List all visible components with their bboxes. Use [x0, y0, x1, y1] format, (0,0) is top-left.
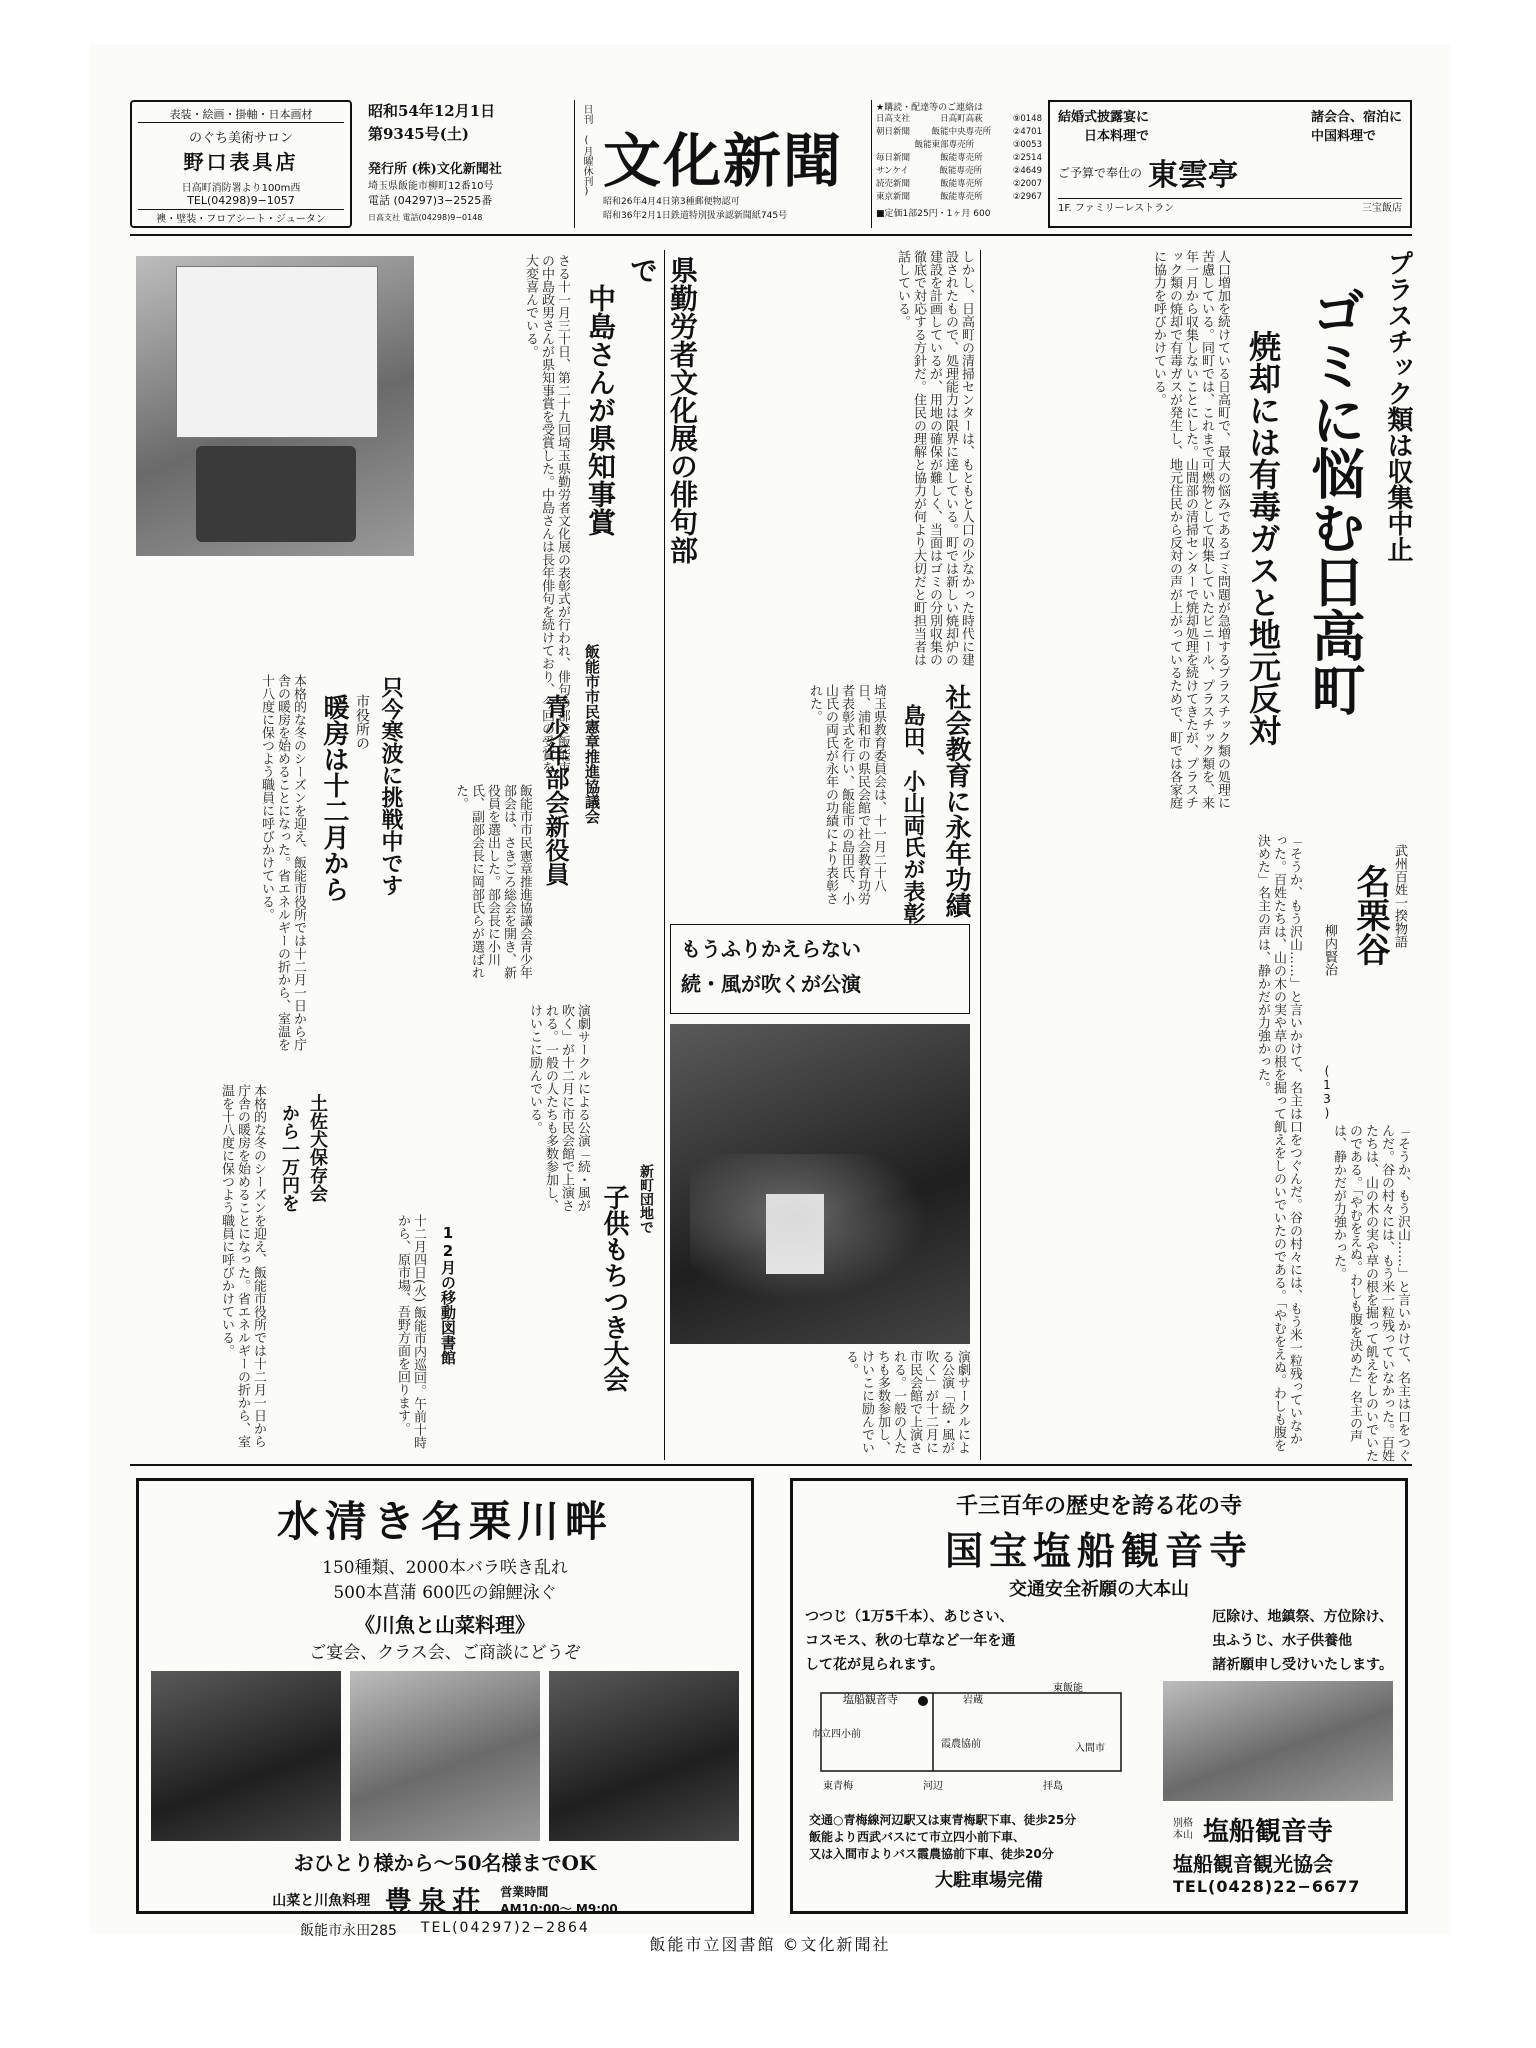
idobunko-headline: 12月の移動図書館: [439, 1224, 457, 1365]
distribution-name: サンケイ: [876, 166, 909, 176]
shiofune-flowers-3: して花が見られます。: [805, 1657, 944, 1673]
masthead-rule: [130, 234, 1412, 236]
distribution-row: [876, 191, 1042, 204]
distribution-row: [876, 126, 1042, 139]
map-label-7: 拝島: [1043, 1781, 1063, 1792]
map-label-0: 市立四小前: [813, 1729, 861, 1740]
housensou-photo-1: [151, 1671, 341, 1841]
serial-series: 武州百姓一揆物語: [1392, 844, 1407, 948]
shakai-headline: 社会教育に永年功績: [941, 684, 971, 918]
serial-body-cont: 「そうか、もう沢山……」と言いかけて、名主は口をつぐんだ。谷の村々には、もう米一粒残っていなかった。百姓たちは、山の木の実や草の根を掘って飢えをしのいでいたのである。「やむをえぬ。わしも腹を決めた」名主の声は、静かだが力強かった。: [1331, 1124, 1410, 1462]
map-label-2: 東飯能: [1053, 1683, 1083, 1694]
distribution-area: 日高町高萩: [940, 114, 983, 124]
seishonen-headline: 青少年部会新役員: [541, 694, 570, 886]
mochi-kicker: 新町団地で: [638, 1164, 654, 1234]
center-article-body: しかし、日高町の清掃センターは、もともと人口の少なかった時代に建設されたもので、処理能力は限界に達している。町では新しい焼却炉の建設を計画しているが、用地の確保が難しく、当面はゴミの分別収集の徹底で対応する方針だ。住民の理解と協力が何より大切だと町担当者は話している。: [895, 250, 974, 666]
serial-number: (13): [1320, 1064, 1334, 1120]
mochi-headline: 子供もちつき大会: [599, 1184, 629, 1392]
publisher-phone: 電話 (04297)3−2525番: [368, 194, 493, 207]
housensou-line4: ご宴会、クラス会、ご商談にどうぞ: [309, 1643, 581, 1663]
masthead-subtitle: 日刊 (月曜休刊): [581, 104, 592, 197]
distribution-list: [876, 113, 1042, 204]
ad-touuntei-name: 東雲亭: [1148, 158, 1239, 193]
distribution-tel: ⑨0148: [1012, 114, 1042, 124]
award-photo: [136, 256, 414, 556]
ad-noguchi: [130, 100, 352, 228]
kenkin-body: さる十一月三十日、第二十九回埼玉県勤労者文化展の表彰式が行われ、俳句の部で飯能市の中島政男さんが県知事賞を受賞した。中島さんは長年俳句を続けており、今回の受賞を大変喜んでいる。: [523, 254, 570, 774]
branch-phone: 日高支社 電話(04298)9−0148: [368, 213, 483, 222]
kenkin-headline: 県勤労者文化展の俳句部で: [626, 256, 699, 564]
housensou-photo-3: [549, 1671, 739, 1841]
award-certificate: [176, 266, 378, 438]
distribution-header: ★購読・配達等のご連絡は: [876, 103, 984, 113]
mochi-body: 演劇サークルによる公演「続・風が吹く」が十二月に市民会館で上演される。一般の人たちも多数参加し、けいこに励んでいる。: [527, 1004, 590, 1212]
distribution-name: 朝日新聞: [876, 127, 911, 137]
main-subhead: 焼却には有毒ガスと地元反対: [1244, 330, 1282, 746]
distribution-row: [876, 139, 1042, 152]
ad-shiofune: [790, 1478, 1408, 1914]
ad-touuntei-footer1: 1F. ファミリーレストラン: [1058, 203, 1175, 214]
column-rule-1: [980, 250, 981, 1460]
distribution-name: 読売新聞: [876, 179, 911, 189]
distribution-row: [876, 165, 1042, 178]
ad-noguchi-line3: 日高町消防署より100m西: [181, 183, 301, 194]
price: ■定価1部25円・1ヶ月 600: [876, 209, 991, 219]
shakai-body: 埼玉県教育委員会は、十一月二十八日、浦和市の県民会館で社会教育功労者表彰式を行い、飯能市の島田氏、小山氏の両氏が永年の功績により表彰された。: [807, 684, 886, 905]
masthead-title-block: [574, 100, 872, 228]
shiofune-prayers-2: 虫ふうじ、水子供養他: [1212, 1633, 1353, 1649]
seishonen-subhead: 飯能市市民憲章推進協議会: [583, 644, 601, 824]
tosa-sub: から一万円を: [279, 1104, 300, 1212]
serial-author: 柳内賢治: [1322, 924, 1337, 976]
shiofune-tel: TEL(0428)22−6677: [1173, 1877, 1361, 1896]
shiofune-name: 塩船観音寺: [1203, 1817, 1334, 1847]
ad-touuntei-line1a: 結婚式披露宴に: [1058, 110, 1150, 125]
masthead-info: [368, 100, 568, 228]
shiofune-assoc: 塩船観音観光協会: [1173, 1852, 1333, 1876]
housensou-line3: 《川魚と山菜料理》: [355, 1613, 535, 1637]
distribution-tel: ②2007: [1012, 179, 1042, 189]
danbo-headline: 暖房は十二月から: [319, 694, 349, 902]
ad-noguchi-name: 野口表具店: [183, 150, 299, 174]
masthead-title: 文化新聞: [603, 127, 844, 195]
distribution-tel: ②4649: [1012, 166, 1042, 176]
map-label-6: 河辺: [923, 1781, 943, 1792]
danbo-kicker: 只今寒波に挑戦中です: [378, 676, 404, 896]
main-article-body: 人口増加を続けている日高町で、最大の悩みであるゴミ問題が急増するプラスチック類の処理に苦慮している。同町では、これまで可燃物として収集していたビニール、プラスチック類を、来年一月から収集しないことにした。山間部の清掃センターで焼却処理を続けてきたが、プラスチック類の焼却で有毒ガスが発生し、地元住民から反対の声が上がっているためで、町では各家庭に協力を呼びかけている。: [1151, 250, 1230, 809]
shakai-subhead: 島田、小山両氏が表彰: [900, 704, 926, 924]
publisher: 発行所 (株)文化新聞社: [368, 162, 502, 177]
distribution-block: [876, 100, 1042, 228]
ad-touuntei: [1048, 100, 1412, 228]
distribution-area: 飯能専売所: [939, 166, 983, 176]
shiofune-headline-3: 交通安全祈願の大本山: [1009, 1579, 1189, 1600]
event-body: 演劇サークルによる公演「続・風が吹く」が十二月に市民会館で上演される。一般の人たちも多数参加し、けいこに励んでいる。: [843, 1350, 970, 1454]
distribution-name: 東京新聞: [876, 192, 911, 202]
shiofune-headline-2: 国宝塩船観音寺: [944, 1528, 1253, 1573]
ad-noguchi-line2: のぐち美術サロン: [188, 131, 293, 146]
housensou-hours: AM10:00〜 M9:00: [500, 1902, 618, 1916]
map-label-5: 東青梅: [823, 1781, 853, 1792]
license-2: 昭和36年2月1日鉄道特別扱承認新聞紙745号: [603, 211, 788, 221]
ad-touuntei-footer2: 三宝飯店: [1362, 203, 1402, 214]
distribution-tel: ②2967: [1012, 192, 1042, 202]
distribution-tel: ②4701: [1012, 127, 1042, 137]
event-photo-people: [690, 1154, 950, 1314]
danbo-sub: 市役所の: [354, 694, 370, 750]
shiofune-access-2: 飯能より西武バスにて市立四小前下車、: [809, 1830, 1026, 1844]
shiofune-headline-1: 千三百年の歴史を誇る花の寺: [955, 1493, 1242, 1519]
danbo-body: 本格的な冬のシーズンを迎え、飯能市役所では十二月一日から庁舎の暖房を始めることになった。省エネルギーの折から、室温を十八度に保つよう職員に呼びかけている。: [259, 674, 306, 1051]
shiofune-flowers-2: コスモス、秋の七草など一年を通: [805, 1633, 1016, 1649]
ad-touuntei-line1b: 日本料理で: [1084, 129, 1150, 144]
distribution-area: 飯能専売所: [940, 192, 983, 202]
housensou-category: 山菜と川魚料理: [272, 1893, 371, 1909]
bottom-content-rule: [130, 1464, 1412, 1466]
serial-body: 「そうか、もう沢山……」と言いかけて、名主は口をつぐんだ。谷の村々には、もう米一粒残っていなかった。百姓たちは、山の木の実や草の根を掘って飢えをしのいでいたのである。「やむをえぬ。わしも腹を決めた」名主の声は、静かだが力強かった。: [1255, 834, 1302, 1452]
shiofune-access-1: 交通○青梅線河辺駅又は東青梅駅下車、徒歩25分: [809, 1813, 1077, 1827]
distribution-name: 毎日新聞: [876, 153, 911, 163]
housensou-tel: TEL(04297)2−2864: [420, 1920, 590, 1936]
ad-housensou: [136, 1478, 754, 1939]
award-medal: [196, 446, 356, 542]
shiofune-photo: [1163, 1681, 1393, 1801]
ad-touuntei-slogan: ご予算で奉仕の: [1058, 165, 1143, 180]
serial-title: 名栗谷: [1350, 864, 1390, 966]
distribution-area: 飯能中央専売所: [931, 127, 992, 137]
housensou-line1: 150種類、2000本バラ咲き乱れ: [322, 1558, 568, 1578]
map-label-1: 岩蔵: [963, 1695, 983, 1706]
housensou-headline: 水清き名栗川畔: [276, 1497, 613, 1546]
tosa-body: 本格的な冬のシーズンを迎え、飯能市役所では十二月一日から庁舎の暖房を始めることになった。省エネルギーの折から、室温を十八度に保つよう職員に呼びかけている。: [219, 1084, 266, 1448]
map-temple-marker: [918, 1696, 928, 1706]
housensou-name: 豊泉荘: [384, 1885, 487, 1918]
idobunko-body: 十二月四日(火) 飯能市内巡回。午前十時から、原市場、吾野方面を回ります。: [395, 1214, 426, 1450]
main-kicker: プラスチック類は収集中止: [1383, 250, 1413, 562]
page-footer: 飯能市立図書館 ©文化新聞社: [649, 1935, 891, 1954]
distribution-area: 飯能専売所: [940, 179, 983, 189]
main-headline: ゴミに悩む日高町: [1303, 284, 1366, 716]
shiofune-access-3: 又は入間市よりバス霞農協前下車、徒歩20分: [809, 1847, 1054, 1861]
distribution-row: [876, 113, 1042, 126]
ad-noguchi-tel: TEL(04298)9−1057: [187, 194, 295, 207]
distribution-name: 日高支社: [876, 114, 911, 124]
event-headline-2: 続・風が吹くが公演: [681, 972, 861, 996]
shiofune-flowers-1: つつじ（1万5千本）、あじさい、: [805, 1609, 1014, 1625]
distribution-tel: ③0053: [1012, 140, 1042, 150]
event-headline-1: もうふりかえらない: [681, 937, 861, 961]
shiofune-map: [813, 1681, 1143, 1801]
event-photo: [670, 1024, 970, 1344]
issue-date: 昭和54年12月1日: [368, 102, 496, 120]
ad-touuntei-line2b: 中国料理で: [1310, 129, 1376, 144]
distribution-row: [876, 178, 1042, 191]
map-label-3: 霞農協前: [941, 1739, 981, 1750]
shiofune-betsukaku: 別格本山: [1173, 1817, 1193, 1841]
seishonen-body: 飯能市市民憲章推進協議会青少年部会は、さきごろ総会を開き、新役員を選出した。部会長に小川氏、副部会長に岡部氏らが選ばれた。: [453, 784, 532, 979]
ad-touuntei-line2a: 諸会合、宿泊に: [1310, 110, 1402, 125]
distribution-area: 飯能東部専売所: [914, 140, 975, 150]
distribution-area: 飯能専売所: [940, 153, 983, 163]
tosa-headline: 土佐犬保存会: [307, 1094, 328, 1202]
shiofune-parking: 大駐車場完備: [935, 1870, 1043, 1891]
housensou-line5: おひとり様から〜50名様までOK: [293, 1851, 597, 1875]
map-label-4: 入間市: [1075, 1743, 1105, 1754]
ad-noguchi-line1: 表装・絵画・掛軸・日本画材: [138, 106, 344, 123]
distribution-tel: ②2514: [1012, 153, 1042, 163]
issue-number: 第9345号(土): [368, 125, 469, 143]
event-header: [670, 924, 970, 1014]
shiofune-prayers-3: 諸祈願申し受けいたします。: [1212, 1657, 1393, 1673]
shiofune-prayers-1: 厄除け、地鎮祭、方位除け、: [1212, 1609, 1393, 1625]
publisher-address: 埼玉県飯能市柳町12番10号: [368, 181, 494, 192]
shiofune-map-svg: [813, 1681, 1143, 1801]
map-temple-label: 塩船観音寺: [843, 1693, 898, 1706]
license-1: 昭和26年4月4日第3種郵便物認可: [603, 197, 740, 207]
housensou-photo-2: [350, 1671, 540, 1841]
distribution-row: [876, 152, 1042, 165]
housensou-hours-label: 営業時間: [500, 1885, 549, 1899]
housensou-address: 飯能市永田285: [300, 1923, 397, 1939]
housensou-line2: 500本菖蒲 600匹の錦鯉泳ぐ: [333, 1583, 557, 1603]
ad-noguchi-line4: 襖・壁装・フロアシート・ジュータン: [138, 209, 344, 225]
newspaper-page: [90, 44, 1450, 1954]
kenkin-subhead: 中島さんが県知事賞: [584, 284, 617, 536]
